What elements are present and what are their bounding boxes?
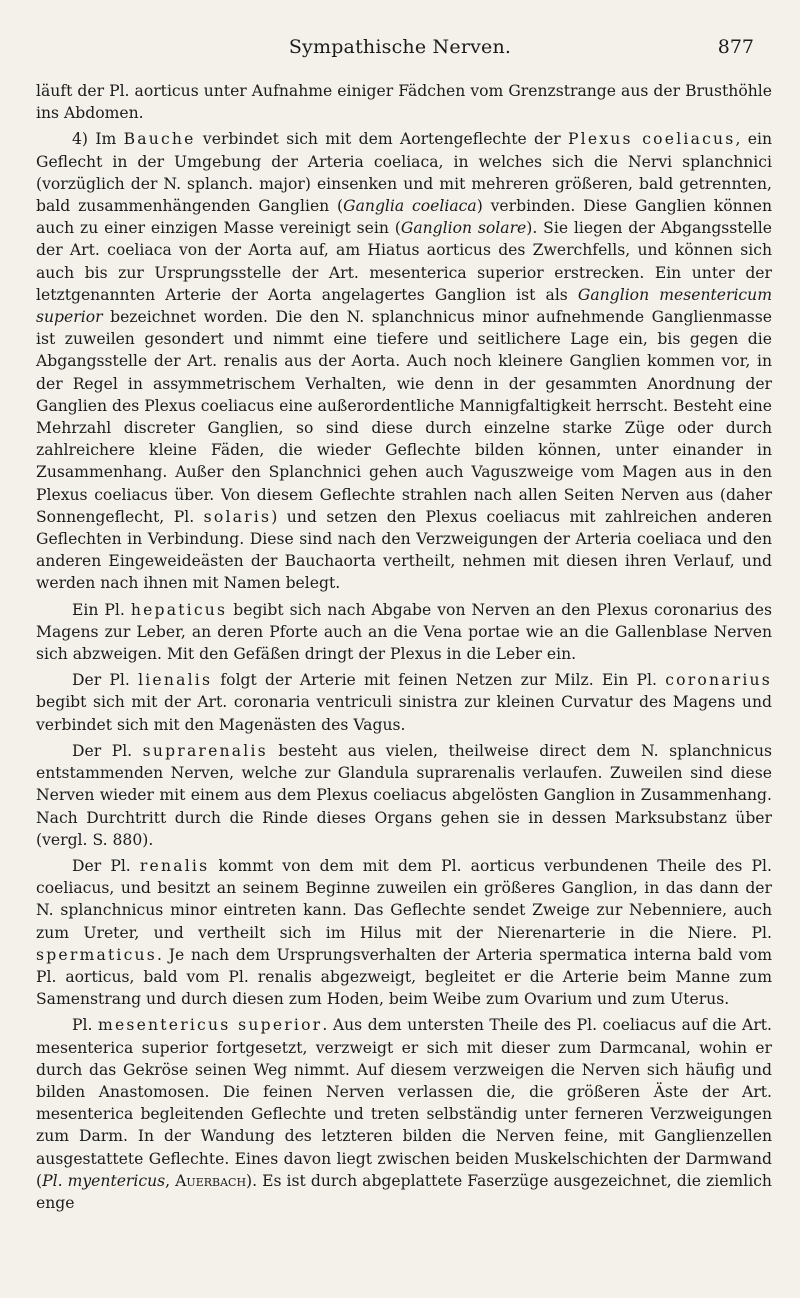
paragraph <box>36 855 772 1010</box>
paragraph <box>36 128 772 594</box>
text-run: Der Pl. <box>72 741 143 760</box>
text-run: . Je nach dem Ursprungsverhalten der Arteria spermatica interna bald vom Pl. aorticus, bald vom Pl. renalis abgezweigt, begleitet er die Arterie beim Manne zum Samenstrang und durch diesen zum Hoden, beim Weibe zum Ovarium und zum Uterus. <box>36 945 772 1009</box>
body-text <box>36 80 772 1214</box>
running-title: Sympathische Nerven. <box>288 36 512 58</box>
text-run: Der Pl. <box>72 856 140 875</box>
text-run: verbindet sich mit dem Aortengeflechte der <box>195 130 568 149</box>
emphasized-term: Auerbach <box>175 1171 247 1190</box>
page-number: 877 <box>717 36 754 58</box>
text-run: , ein Geflecht in der Umgebung der Arteria coeliaca, in welches sich die Nervi splanchnici (vorzüglich der N. splanch. major) einsenken und mit mehreren größeren, bald getrennten, bald zusammenhängenden Ganglien ( <box>36 130 772 216</box>
emphasized-term: Plexus coeliacus <box>567 130 736 149</box>
text-run: kommt von dem mit dem Pl. aorticus verbundenen Theile des Pl. coeliacus, und besitzt an seinem Beginne zuweilen ein größeres Ganglion, in das dann der N. splanchnicus minor eintreten kann. Das Geflechte sendet Zweige zur Nebenniere, auch zum Ureter, und vertheilt sich im Hilus mit der Nierenarterie in die Niere. Pl. <box>36 856 772 942</box>
text-run: 4) Im <box>72 130 124 149</box>
text-run: läuft der Pl. aorticus unter Aufnahme einiger Fädchen vom Grenzstrange aus der Brusthöhle ins Abdomen. <box>36 82 772 123</box>
paragraph <box>36 740 772 851</box>
paragraph <box>36 80 772 124</box>
text-run: begibt sich mit der Art. coronaria ventriculi sinistra zur kleinen Curvatur des Magens und verbindet sich mit den Magenästen des Vagus. <box>36 693 772 734</box>
text-run: ) verbinden. Diese Ganglien können auch zu einer einzigen Masse vereinigt sein ( <box>36 197 772 238</box>
emphasized-term: spermaticus <box>36 945 157 964</box>
emphasized-term: solaris <box>203 507 272 526</box>
text-run: begibt sich nach Abgabe von Nerven an den Plexus coronarius des Magens zur Leber, an deren Pforte auch an die Vena portae wie an die Gallenblase Nerven sich abzweigen. Mit den Gefäßen dringt der Plexus in die Leber ein. <box>36 600 772 664</box>
paragraph <box>36 669 772 736</box>
text-run: bezeichnet worden. Die den N. splanchnicus minor aufnehmende Ganglienmasse ist zuweilen gesondert und nimmt eine tiefere und seitlichere Lage ein, bis gegen die Abgangsstelle der Art. renalis aus der Aorta. Auch noch kleinere Ganglien kommen vor, in der Regel in assymmetrischem Verhalten, wie denn in der gesammten Anordnung der Ganglien des Plexus coeliacus eine außerordentliche Mannigfaltigkeit herrscht. Besteht eine Mehrzahl discreter Ganglien, so sind diese durch einzelne starke Züge oder durch zahlreichere kleine Fäden, die wieder Geflechte bilden können, unter einander in Zusammenhang. Außer den Splanchnici gehen auch Vaguszweige vom Magen aus in den Plexus coeliacus über. Von diesem Geflechte strahlen nach allen Seiten Nerven aus (daher Sonnengeflecht, Pl. <box>36 308 772 526</box>
paragraph <box>36 1014 772 1214</box>
emphasized-term: Ganglion mesentericum superior <box>36 285 772 327</box>
text-run: Pl. <box>72 1016 99 1035</box>
text-run: ). Sie liegen der Abgangsstelle der Art. coeliaca von der Aorta auf, am Hiatus aorticus des Zwerchfells, und können sich auch bis zur Ursprungsstelle der Art. mesenterica superior erstrecken. Ein unter der letztgenannten Arterie der Aorta angelagertes Ganglion ist als <box>36 219 773 304</box>
emphasized-term: mesentericus superior <box>98 1016 323 1035</box>
running-header <box>40 36 760 66</box>
text-run: besteht aus vielen, theilweise direct dem N. splanchnicus entstammenden Nerven, welche zur Glandula suprarenalis verlaufen. Zuweilen sind diese Nerven wieder mit einem aus dem Plexus coeliacus abgelösten Ganglion in Zusammenhang. Nach Durchtritt durch die Rinde dieses Organs gehen sie in dessen Marksubstanz über (vergl. S. 880). <box>36 741 772 849</box>
emphasized-term: coronarius <box>665 671 772 690</box>
emphasized-term: Ganglion solare <box>400 219 527 238</box>
text-run: . Aus dem untersten Theile des Pl. coeliacus auf die Art. mesenterica superior fortgesetzt, verzweigt er sich mit dieser zum Darmcanal, wohin er durch das Gekröse seinen Weg nimmt. Auf diesem verzweigen die Nerven sich häufig und bilden Anastomosen. Die feinen Nerven verlassen die, die größeren Äste der Art. mesenterica begleitenden Geflechte und treten selbständig unter ferneren Verzweigungen zum Darm. In der Wandung des letzteren bilden die Nerven feine, mit Ganglienzellen ausgestattete Geflechte. Eines davon liegt zwischen beiden Muskelschichten der Darmwand ( <box>36 1016 772 1190</box>
text-run: ) und setzen den Plexus coeliacus mit zahlreichen anderen Geflechten in Verbindung. Diese sind nach den Verzweigungen der Arteria coeliaca und den anderen Eingeweideästen der Bauchaorta vertheilt, nehmen mit diesen ihren Verlauf, und werden nach ihnen mit Namen belegt. <box>36 507 772 593</box>
text-run: ). Es ist durch abgeplattete Faserzüge ausgezeichnet, die ziemlich enge <box>36 1171 772 1212</box>
emphasized-term: Bauche <box>123 130 196 149</box>
emphasized-term: renalis <box>139 856 210 875</box>
emphasized-term: Pl. myentericus <box>42 1171 166 1190</box>
emphasized-term: lienalis <box>138 671 213 690</box>
emphasized-term: hepaticus <box>130 600 228 619</box>
text-run: folgt der Arterie mit feinen Netzen zur Milz. Ein Pl. <box>212 671 666 690</box>
text-run: Ein Pl. <box>72 600 131 619</box>
text-run: , <box>165 1171 176 1190</box>
emphasized-term: suprarenalis <box>142 741 268 760</box>
paragraph <box>36 599 772 666</box>
emphasized-term: Ganglia coeliaca <box>343 197 477 216</box>
text-run: Der Pl. <box>72 671 139 690</box>
